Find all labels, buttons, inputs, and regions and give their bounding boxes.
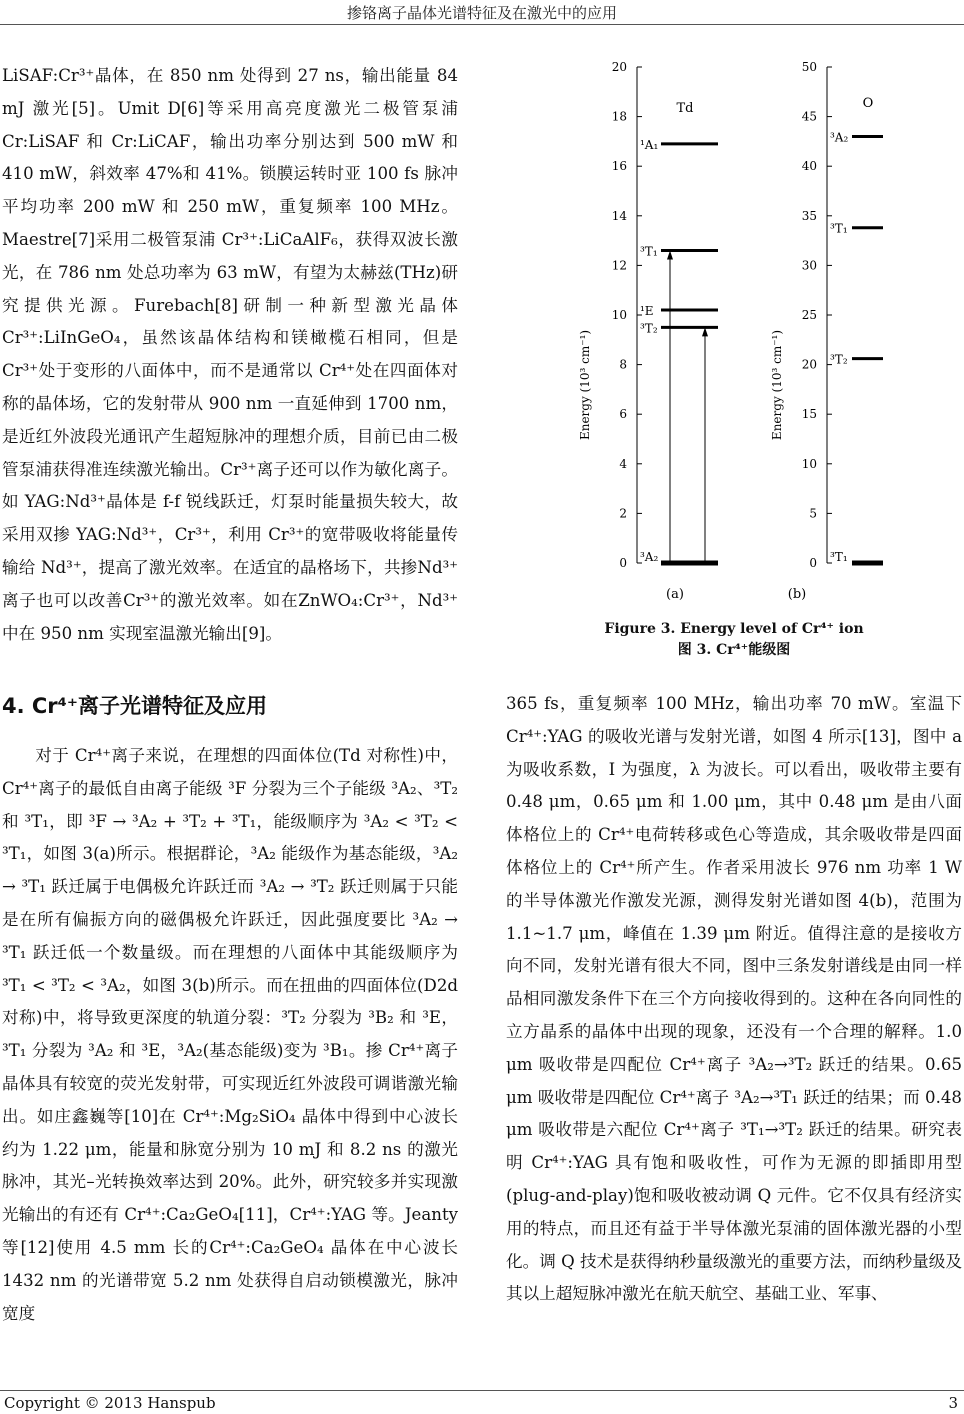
- y-tick-label: 16: [611, 159, 627, 174]
- energy-level-label: ³T₁: [830, 221, 848, 236]
- footer-copyright: Copyright © 2013 Hanspub: [4, 1394, 216, 1412]
- left-column-lower: [2, 740, 458, 1330]
- energy-level-label: ³A₂: [640, 550, 659, 564]
- y-tick-label: 35: [801, 208, 817, 223]
- panel-b-ylabel: Energy (10³ cm⁻¹): [770, 329, 784, 441]
- y-tick-label: 0: [809, 556, 817, 570]
- energy-level-label: ³T₂: [830, 352, 848, 367]
- y-tick-label: 25: [801, 308, 817, 322]
- y-tick-label: 20: [611, 60, 627, 74]
- y-tick-label: 2: [619, 506, 627, 521]
- y-tick-label: 6: [619, 407, 627, 422]
- panel-b-title: O: [862, 96, 874, 111]
- y-tick-label: 10: [611, 308, 627, 322]
- energy-level-label: ¹A₁: [640, 137, 659, 152]
- footer-divider: [0, 1390, 964, 1391]
- y-tick-label: 4: [619, 456, 627, 471]
- energy-level-figure: [575, 55, 905, 610]
- paragraph-cr4-spectra: 对于 Cr⁴⁺离子来说，在理想的四面体位(Td 对称性)中，Cr⁴⁺离子的最低自由离子能级 ³F 分裂为三个子能级 ³A₂、³T₂ 和 ³T₁，即 ³F → ³A₂ + ³T₂ + ³T₁，能级顺序为 ³A₂ < ³T₂ < ³T₁，如图 3(a)所示。根据群论，³A₂ 能级作为基态能级，³A₂ → ³T₁ 跃迁属于电偶极允许跃迁而 ³A₂ → ³T₂ 跃迁则属于只能是在所有偏振方向的磁偶极允许跃迁，因此强度要比 ³A₂ → ³T₁ 跃迁低一个数量级。而在理想的八面体中其能级顺序为 ³T₁ < ³T₂ < ³A₂，如图 3(b)所示。而在扭曲的四面体位(D2d 对称)中，将导致更深度的轨道分裂：³T₂ 分裂为 ³B₂ 和 ³E，³T₁ 分裂为 ³A₂ 和 ³E，³A₂(基态能级)变为 ³B₁。掺 Cr⁴⁺离子晶体具有较宽的荧光发射带，可实现近红外波段可调谐激光输出。如庄鑫巍等[10]在 Cr⁴⁺:Mg₂SiO₄ 晶体中得到中心波长约为 1.22 μm，能量和脉宽分别为 10 mJ 和 8.2 ns 的激光脉冲，其光–光转换效率达到 20%。此外，研究较多并实现激光输出的有还有 Cr⁴⁺:Ca₂GeO₄[11]，Cr⁴⁺:YAG 等。Jeanty 等[12]使用 4.5 mm 长的Cr⁴⁺:Ca₂GeO₄ 晶体在中心波长 1432 nm 的光谱带宽 5.2 nm 处获得自启动锁模激光，脉冲宽度: [2, 746, 458, 1323]
- y-tick-label: 40: [801, 159, 817, 174]
- y-tick-label: 14: [611, 208, 627, 223]
- left-column: [2, 60, 458, 650]
- panel-b-octahedral: [770, 60, 883, 602]
- y-tick-label: 15: [801, 407, 817, 422]
- panel-a-label: (a): [666, 587, 684, 602]
- running-header: 掺铬离子晶体光谱特征及在激光中的应用: [346, 4, 617, 22]
- panel-a-tetrahedral: [578, 60, 718, 602]
- right-column: [506, 688, 962, 1311]
- figure-caption-en: Figure 3. Energy level of Cr⁴⁺ ion: [604, 621, 864, 637]
- energy-level-label: ³T₁: [830, 550, 848, 564]
- energy-level-label: ³T₂: [640, 321, 658, 336]
- energy-level-label: ¹E: [640, 304, 654, 319]
- paragraph-cr3-applications: LiSAF:Cr³⁺晶体，在 850 nm 处得到 27 ns，输出能量 84 mJ 激光[5]。Umit D[6]等采用高亮度激光二极管泵浦 Cr:LiSAF 和 Cr:LiCAF，输出功率分别达到 500 mW 和 410 mW，斜效率 47%和 41%。锁膜运转时亚 100 fs 脉冲平均功率 200 mW 和 250 mW，重复频率 100 MHz。Maestre[7]采用二极管泵浦 Cr³⁺:LiCaAlF₆，获得双波长激光，在 786 nm 处总功率为 63 mW，有望为太赫兹(THz)研究提供光源。Furebach[8]研制一种新型激光晶体 Cr³⁺:LiInGeO₄，虽然该晶体结构和镁橄榄石相同，但是 Cr³⁺处于变形的八面体中，而不是通常以 Cr⁴⁺处在四面体对称的晶体场，它的发射带从 900 nm 一直延伸到 1700 nm，是近红外波段光通讯产生超短脉冲的理想介质，目前已由二极管泵浦获得准连续激光输出。Cr³⁺离子还可以作为敏化离子。如 YAG:Nd³⁺晶体是 f-f 锐线跃迁，灯泵时能量损失较大，故采用双掺 YAG:Nd³⁺，Cr³⁺，利用 Cr³⁺的宽带吸收将能量传输给 Nd³⁺，提高了激光效率。在适宜的晶格场下，共掺Nd³⁺离子也可以改善Cr³⁺的激光效率。如在ZnWO₄:Cr³⁺，Nd³⁺中在 950 nm 实现室温激光输出[9]。: [2, 66, 458, 643]
- y-tick-label: 20: [801, 357, 817, 372]
- y-tick-label: 10: [801, 456, 817, 471]
- energy-level-label: ³A₂: [830, 130, 849, 145]
- section-heading-cr4: 4. Cr⁴⁺离子光谱特征及应用: [2, 694, 267, 718]
- panel-a-title: Td: [676, 101, 694, 116]
- paragraph-cr4-yag: 365 fs，重复频率 100 MHz，输出功率 70 mW。室温下 Cr⁴⁺:YAG 的吸收光谱与发射光谱，如图 4 所示[13]，图中 a 为吸收系数，I 为强度，λ 为波长。可以看出，吸收带主要有 0.48 μm，0.65 μm 和 1.00 μm，其中 0.48 μm 是由八面体格位上的 Cr⁴⁺电荷转移或色心等造成，其余吸收带是四面体格位上的 Cr⁴⁺所产生。作者采用波长 976 nm 功率 1 W 的半导体激光作激发光源，测得发射光谱如图 4(b)，范围为 1.1~1.7 μm，峰值在 1.39 μm 附近。值得注意的是接收方向不同，发射光谱有很大不同，图中三条发射谱线是由同一样品相同激发条件下在三个方向接收得到的。这种在各向同性的立方晶系的晶体中出现的现象，还没有一个合理的解释。1.0 μm 吸收带是四配位 Cr⁴⁺离子 ³A₂→³T₂ 跃迁的结果。0.65 μm 吸收带是四配位 Cr⁴⁺离子 ³A₂→³T₁ 跃迁的结果；而 0.48 μm 吸收带是六配位 Cr⁴⁺离子 ³T₁→³T₂ 跃迁的结果。研究表明 Cr⁴⁺:YAG 具有饱和吸收性，可作为无源的即插即用型(plug-and-play)饱和吸收被动调 Q 元件。它不仅具有经济实用的特点，而且还有益于半导体激光泵浦的固体激光器的小型化。调 Q 技术是获得纳秒量级激光的重要方法，而纳秒量级及其以上超短脉冲激光在航天航空、基础工业、军事、: [506, 694, 962, 1304]
- y-tick-label: 0: [619, 556, 627, 570]
- header-divider: [0, 24, 964, 25]
- y-tick-label: 8: [619, 357, 627, 372]
- figure-caption-zh: 图 3. Cr⁴⁺能级图: [677, 642, 791, 658]
- y-tick-label: 50: [801, 60, 817, 74]
- y-tick-label: 12: [611, 258, 627, 273]
- energy-level-label: ³T₁: [640, 244, 658, 259]
- y-tick-label: 45: [801, 109, 817, 124]
- panel-a-ylabel: Energy (10³ cm⁻¹): [578, 329, 592, 441]
- y-tick-label: 18: [611, 109, 627, 124]
- y-tick-label: 5: [809, 506, 817, 521]
- y-tick-label: 30: [801, 258, 817, 273]
- panel-b-label: (b): [787, 587, 807, 602]
- page-number: 3: [948, 1394, 958, 1412]
